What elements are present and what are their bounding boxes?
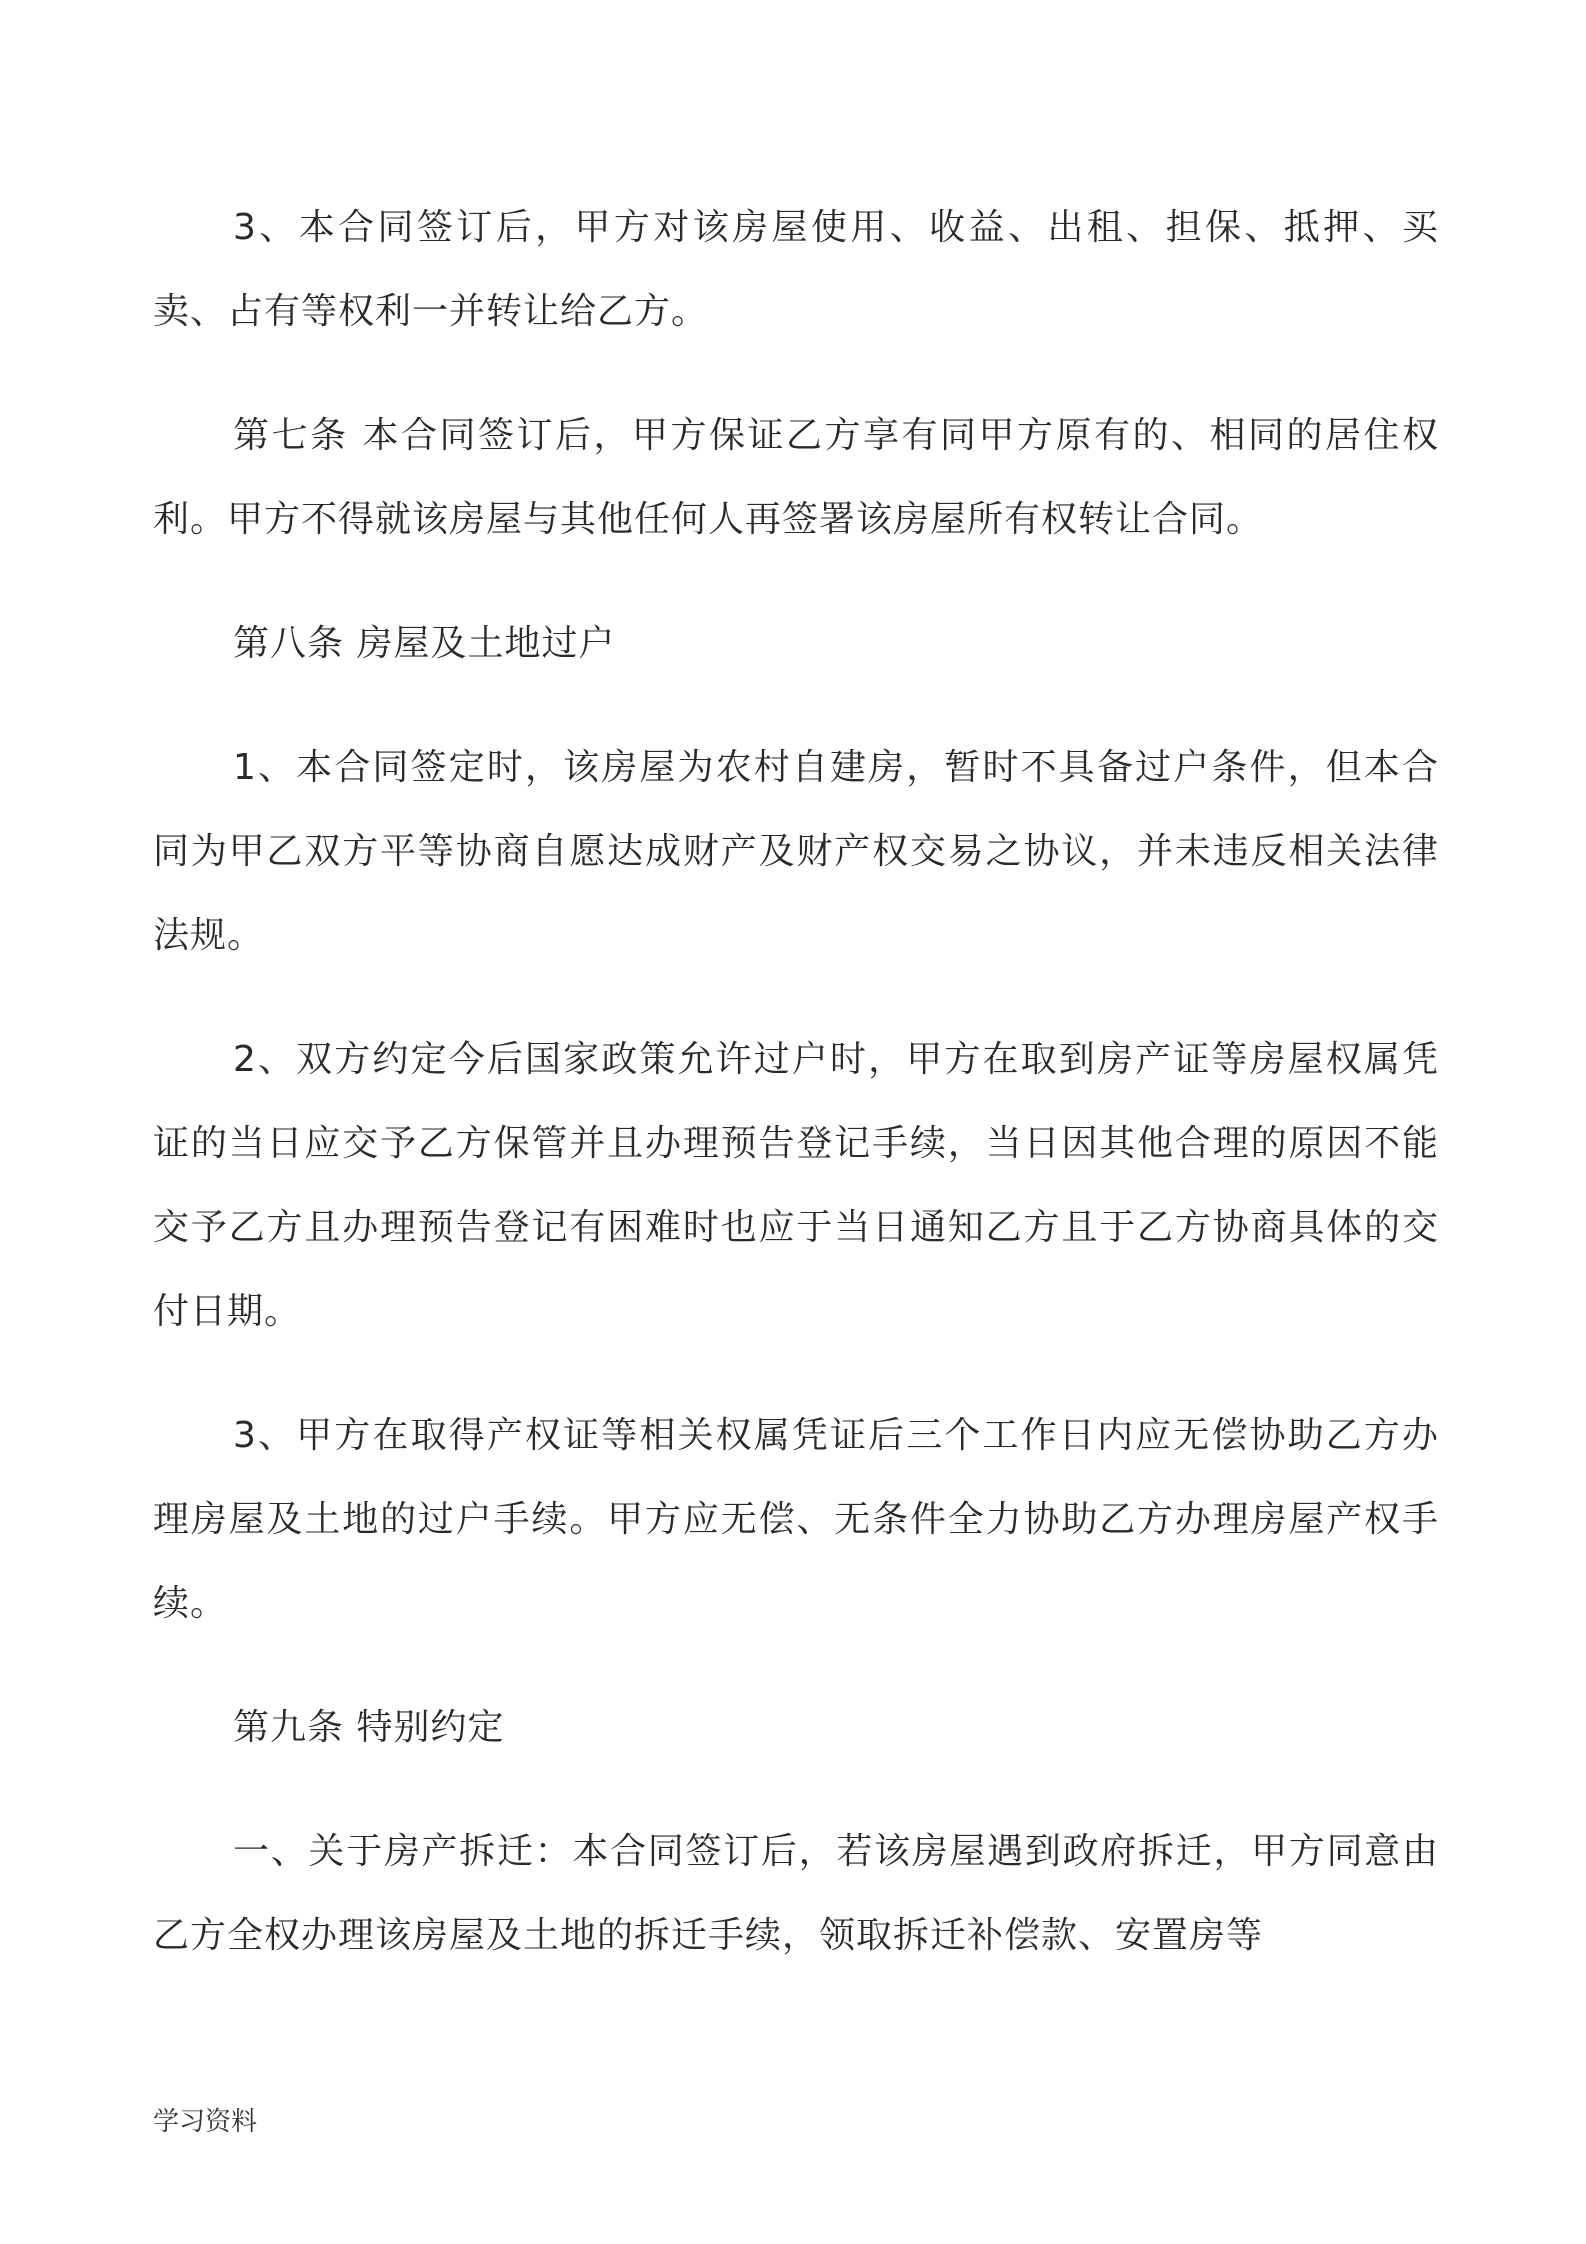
paragraph-article-7: 第七条 本合同签订后，甲方保证乙方享有同甲方原有的、相同的居住权利。甲方不得就该房屋与其他任何人再签署该房屋所有权转让合同。 (153, 415, 1439, 540)
paragraph-clause-6-3: 3、本合同签订后，甲方对该房屋使用、收益、出租、担保、抵押、买卖、占有等权利一并转让给乙方。 (153, 207, 1439, 332)
paragraph-clause-8-1: 1、本合同签定时，该房屋为农村自建房，暂时不具备过户条件，但本合同为甲乙双方平等协商自愿达成财产及财产权交易之协议，并未违反相关法律法规。 (153, 747, 1439, 956)
document-body (153, 186, 1439, 1978)
paragraph-clause-8-3: 3、甲方在取得产权证等相关权属凭证后三个工作日内应无偿协助乙方办理房屋及土地的过户手续。甲方应无偿、无条件全力协助乙方办理房屋产权手续。 (153, 1415, 1439, 1624)
paragraph-clause-8-2: 2、双方约定今后国家政策允许过户时，甲方在取到房产证等房屋权属凭证的当日应交予乙方保管并且办理预告登记手续，当日因其他合理的原因不能交予乙方且办理预告登记有困难时也应于当日通知乙方且于乙方协商具体的交付日期。 (153, 1039, 1439, 1332)
heading-article-8: 第八条 房屋及土地过户 (233, 623, 616, 664)
paragraph-clause-9-1: 一、关于房产拆迁：本合同签订后，若该房屋遇到政府拆迁，甲方同意由乙方全权办理该房屋及土地的拆迁手续，领取拆迁补偿款、安置房等 (153, 1831, 1439, 1956)
heading-article-9: 第九条 特别约定 (233, 1707, 505, 1748)
footer-label: 学习资料 (153, 2107, 258, 2137)
